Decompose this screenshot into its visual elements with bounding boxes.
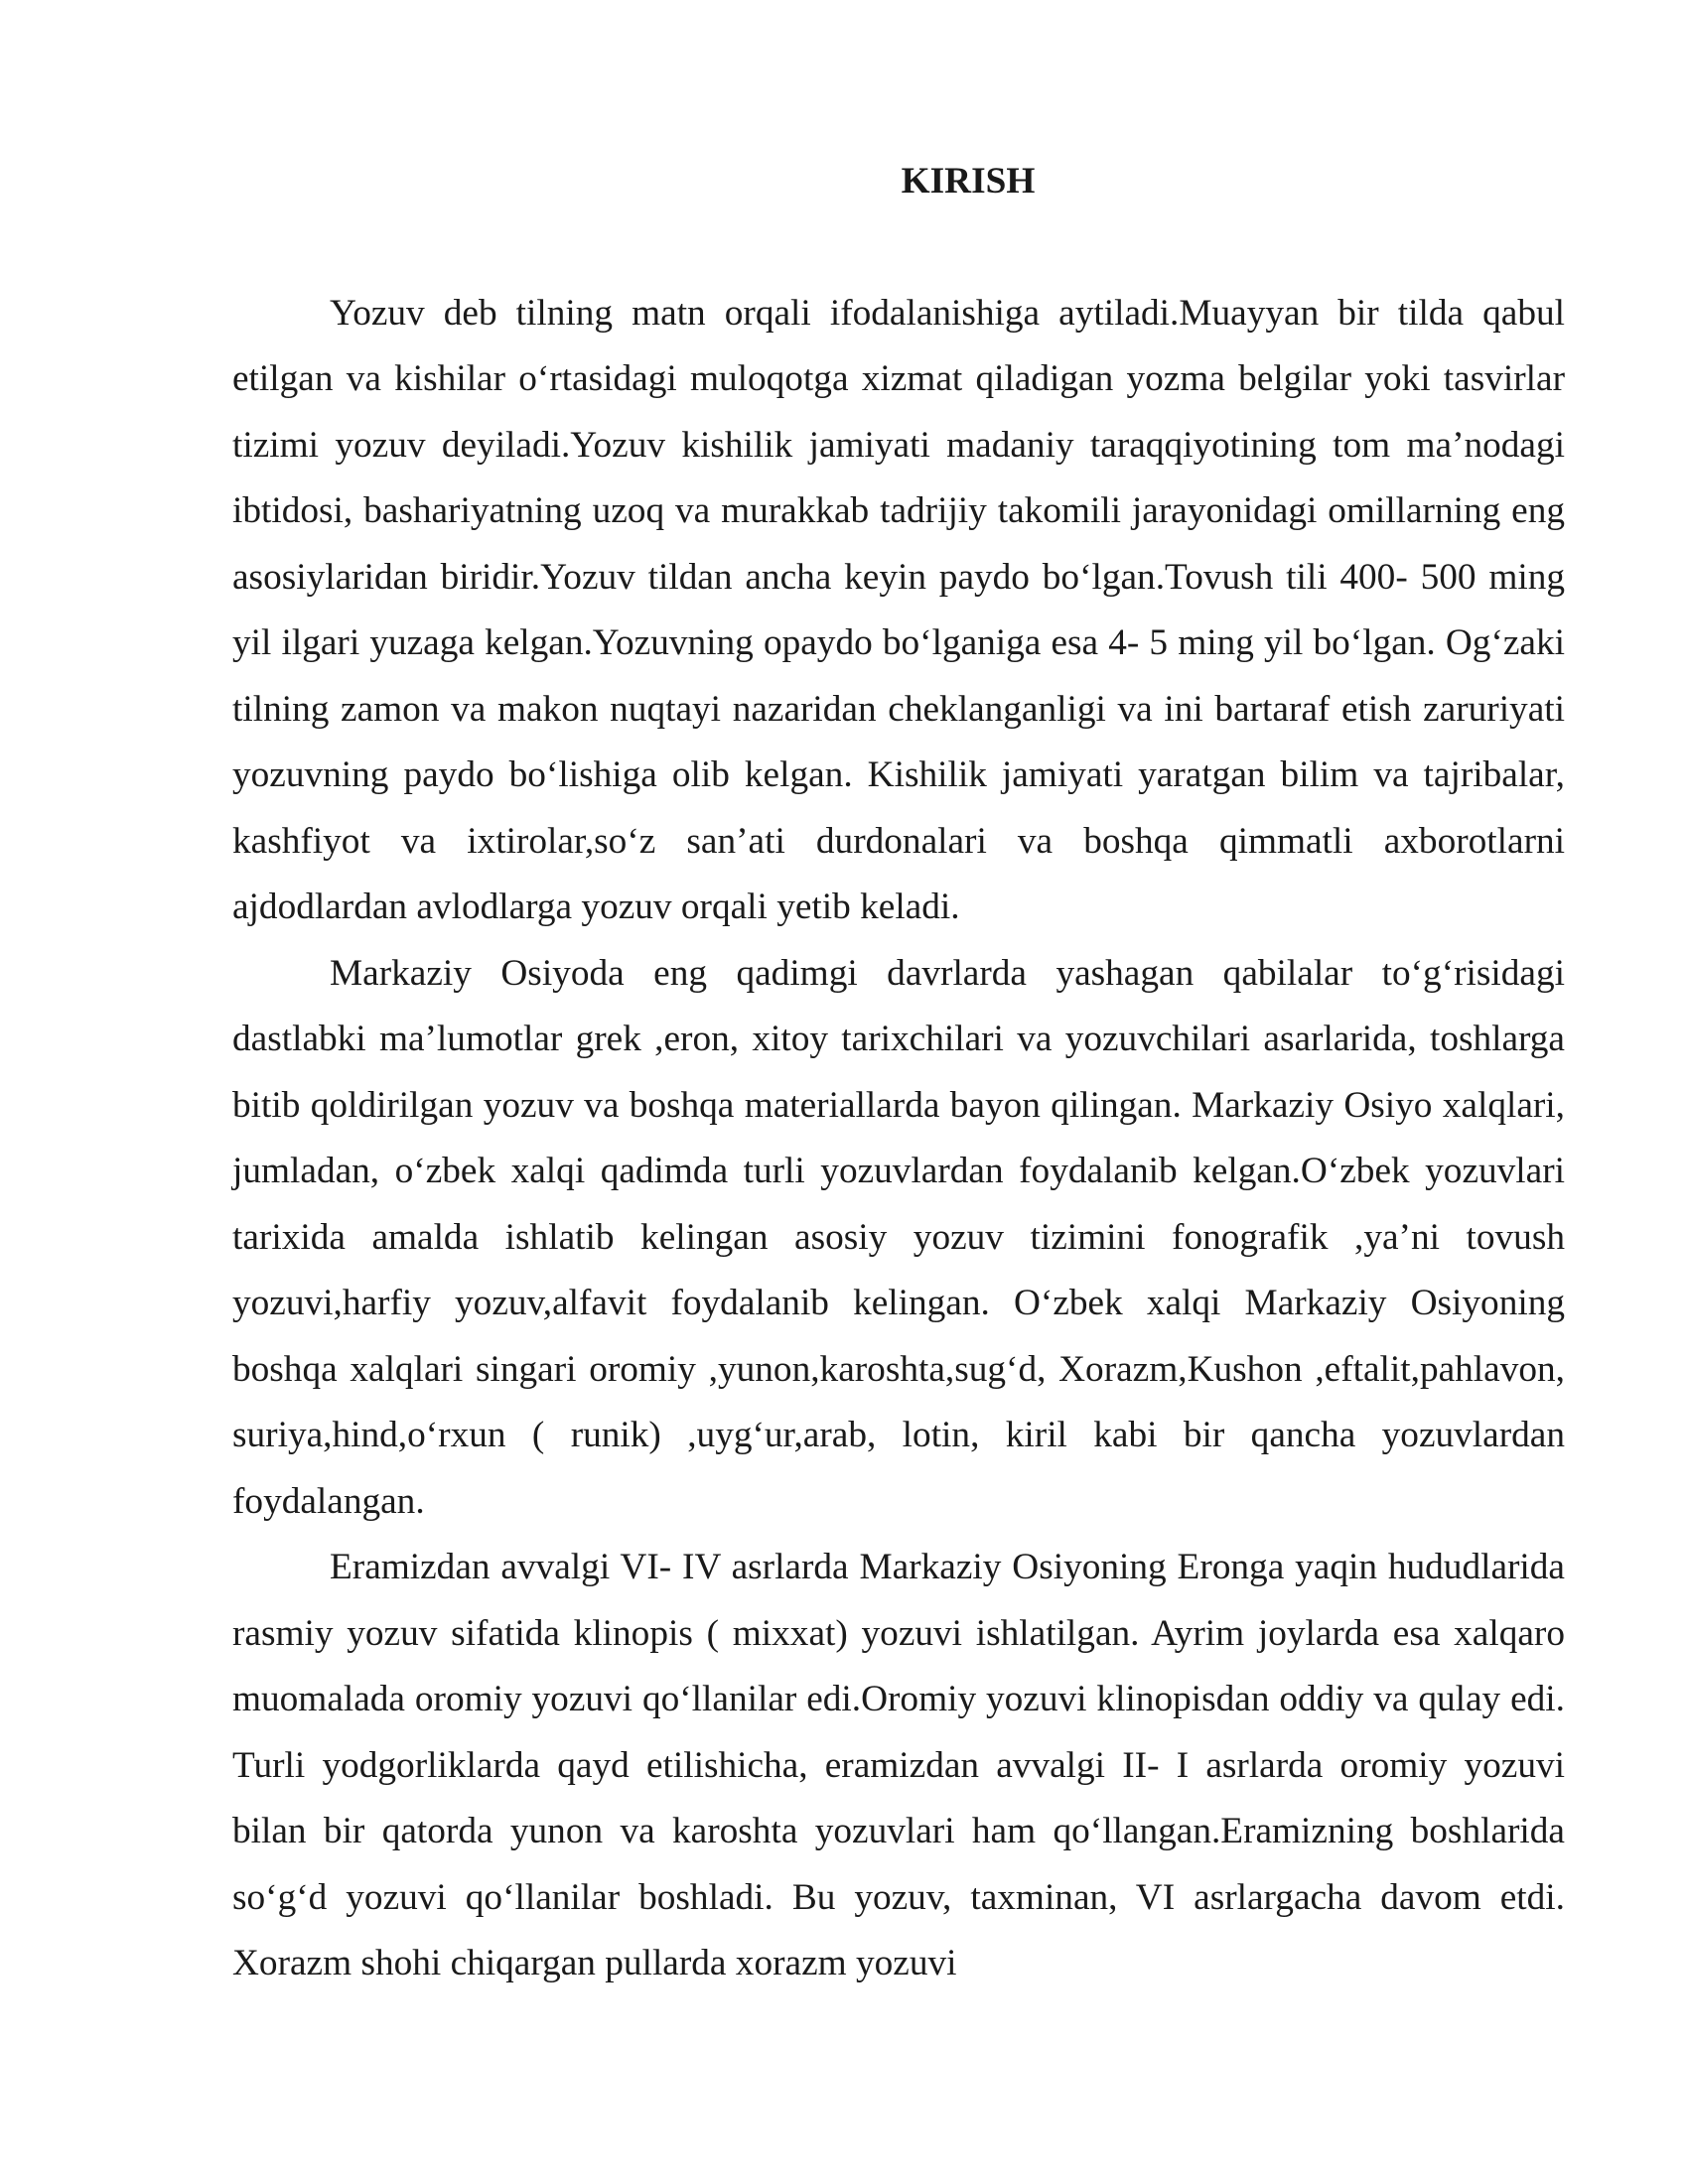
page-title: KIRISH: [901, 161, 1036, 202]
document-body: [232, 149, 1565, 1997]
paragraph-3: Eramizdan avvalgi VI- IV asrlarda Markaziy Osiyoning Eronga yaqin hududlarida rasmiy yozuv sifatida klinopis ( mixxat) yozuvi ishlatilgan. Ayrim joylarda esa xalqaro muomalada oromiy yozuvi qo‘llanilar edi.Oromiy yozuvi klinopisdan oddiy va qulay edi. Turli yodgorliklarda qayd etilishicha, eramizdan avvalgi II- I asrlarda oromiy yozuvi bilan bir qatorda yunon va karoshta yozuvlari ham qo‘llangan.Eramizning boshlarida so‘g‘d yozuvi qo‘llanilar boshladi. Bu yozuv, taxminan, VI asrlargacha davom etdi. Xorazm shohi chiqargan pullarda xorazm yozuvi: [232, 1547, 1565, 1983]
paragraph-1: Yozuv deb tilning matn orqali ifodalanishiga aytiladi.Muayyan bir tilda qabul etilgan va kishilar o‘rtasidagi muloqotga xizmat qiladigan yozma belgilar yoki tasvirlar tizimi yozuv deyiladi.Yozuv kishilik jamiyati madaniy taraqqiyotining tom ma’nodagi ibtidosi, bashariyatning uzoq va murakkab tadrijiy takomili jarayonidagi omillarning eng asosiylaridan biridir.Yozuv tildan ancha keyin paydo bo‘lgan.Tovush tili 400- 500 ming yil ilgari yuzaga kelgan.Yozuvning opaydo bo‘lganiga esa 4- 5 ming yil bo‘lgan. Og‘zaki tilning zamon va makon nuqtayi nazaridan cheklanganligi va ini bartaraf etish zaruriyati yozuvning paydo bo‘lishiga olib kelgan. Kishilik jamiyati yaratgan bilim va tajribalar, kashfiyot va ixtirolar,so‘z san’ati durdonalari va boshqa qimmatli axborotlarni ajdodlardan avlodlarga yozuv orqali yetib keladi.: [232, 292, 1565, 927]
paragraph-2: Markaziy Osiyoda eng qadimgi davrlarda yashagan qabilalar to‘g‘risidagi dastlabki ma’lumotlar grek ,eron, xitoy tarixchilari va yozuvchilari asarlarida, toshlarga bitib qoldirilgan yozuv va boshqa materiallarda bayon qilingan. Markaziy Osiyo xalqlari, jumladan, o‘zbek xalqi qadimda turli yozuvlardan foydalanib kelgan.O‘zbek yozuvlari tarixida amalda ishlatib kelingan asosiy yozuv tizimini fonografik ,ya’ni tovush yozuvi,harfiy yozuv,alfavit foydalanib kelingan. O‘zbek xalqi Markaziy Osiyoning boshqa xalqlari singari oromiy ,yunon,karoshta,sug‘d, Xorazm,Kushon ,eftalit,pahlavon, suriya,hind,o‘rxun ( runik) ,uyg‘ur,arab, lotin, kiril kabi bir qancha yozuvlardan foydalangan.: [232, 952, 1565, 1522]
